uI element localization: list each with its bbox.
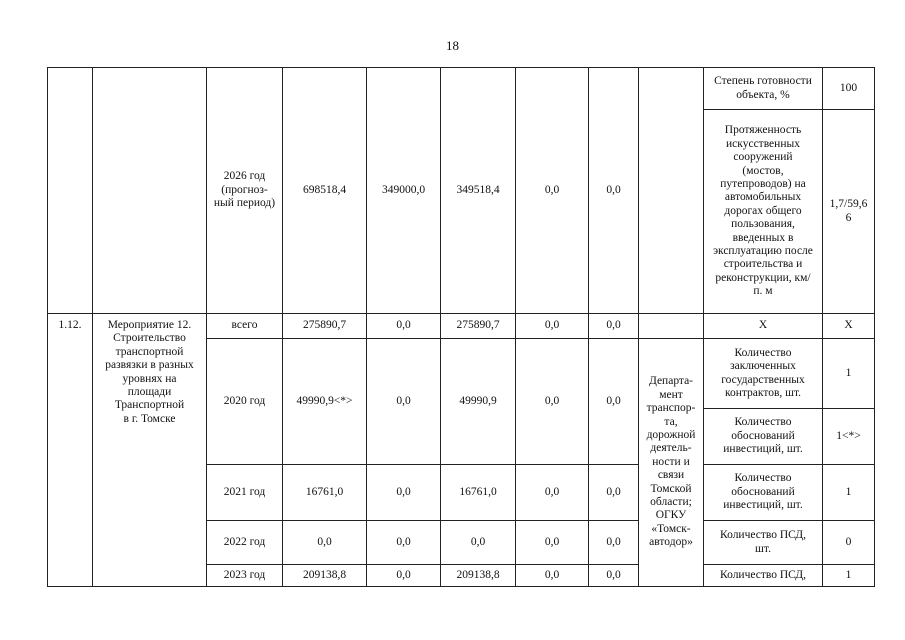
indicator-value-cell: 1 (823, 565, 875, 587)
amount-cell: 349000,0 (367, 68, 441, 314)
total-cell: 0,0 (283, 521, 367, 565)
amount-cell: 0,0 (367, 565, 441, 587)
amount-cell: 0,0 (441, 521, 516, 565)
amount-cell: 0,0 (367, 314, 441, 339)
indicator-cell: Количество ПСД, (704, 565, 823, 587)
continued-title-cell (93, 68, 207, 314)
period-cell: 2022 год (207, 521, 283, 565)
amount-cell: 0,0 (516, 339, 589, 465)
amount-cell: 275890,7 (441, 314, 516, 339)
indicator-cell: Количество обоснований инвестиций, шт. (704, 409, 823, 465)
amount-cell: 209138,8 (441, 565, 516, 587)
indicator-value-cell: 0 (823, 521, 875, 565)
amount-cell: 0,0 (367, 339, 441, 465)
amount-cell: 0,0 (589, 465, 639, 521)
indicator-cell: Протяженность искусственных сооружений (мостов, путепроводов) на автомобильных дорогах общего пользования, введенных в эксплуатацию после строительства и реконструкции, км/ п. м (704, 110, 823, 314)
total-cell: 698518,4 (283, 68, 367, 314)
amount-cell: 0,0 (516, 521, 589, 565)
measure-title-cell: Мероприятие 12. Строительство транспортной развязки в разных уровнях на площади Транспортной в г. Томске (93, 314, 207, 587)
measure-number-cell: 1.12. (48, 314, 93, 587)
amount-cell: 16761,0 (441, 465, 516, 521)
indicator-value-cell: 1,7/59,6 6 (823, 110, 875, 314)
continued-executor-cell (639, 68, 704, 314)
page-number: 18 (446, 38, 459, 53)
amount-cell: 0,0 (589, 339, 639, 465)
indicator-cell: Количество заключенных государственных контрактов, шт. (704, 339, 823, 409)
indicator-cell: Степень готовности объекта, % (704, 68, 823, 110)
indicator-value-cell: 1 (823, 339, 875, 409)
total-cell: 209138,8 (283, 565, 367, 587)
period-cell: 2026 год (прогноз- ный период) (207, 68, 283, 314)
program-table (47, 67, 875, 587)
total-cell: 275890,7 (283, 314, 367, 339)
executor-spacer-cell (639, 314, 704, 339)
executor-cell: Департа- мент транспор- та, дорожной деятель- ности и связи Томской области; ОГКУ «Томск- автодор» (639, 339, 704, 587)
period-cell: 2023 год (207, 565, 283, 587)
amount-cell: 0,0 (589, 521, 639, 565)
amount-cell: 0,0 (516, 565, 589, 587)
continued-number-cell (48, 68, 93, 314)
amount-cell: 0,0 (589, 68, 639, 314)
amount-cell: 0,0 (367, 521, 441, 565)
amount-cell: 0,0 (367, 465, 441, 521)
amount-cell: 349518,4 (441, 68, 516, 314)
amount-cell: 0,0 (589, 314, 639, 339)
indicator-value-cell: Х (823, 314, 875, 339)
indicator-cell: Х (704, 314, 823, 339)
indicator-value-cell: 100 (823, 68, 875, 110)
amount-cell: 0,0 (516, 465, 589, 521)
indicator-value-cell: 1<*> (823, 409, 875, 465)
indicator-cell: Количество ПСД, шт. (704, 521, 823, 565)
total-cell: 16761,0 (283, 465, 367, 521)
indicator-value-cell: 1 (823, 465, 875, 521)
indicator-cell: Количество обоснований инвестиций, шт. (704, 465, 823, 521)
period-cell: всего (207, 314, 283, 339)
amount-cell: 49990,9 (441, 339, 516, 465)
period-cell: 2020 год (207, 339, 283, 465)
period-cell: 2021 год (207, 465, 283, 521)
amount-cell: 0,0 (516, 68, 589, 314)
amount-cell: 0,0 (516, 314, 589, 339)
total-cell: 49990,9<*> (283, 339, 367, 465)
amount-cell: 0,0 (589, 565, 639, 587)
